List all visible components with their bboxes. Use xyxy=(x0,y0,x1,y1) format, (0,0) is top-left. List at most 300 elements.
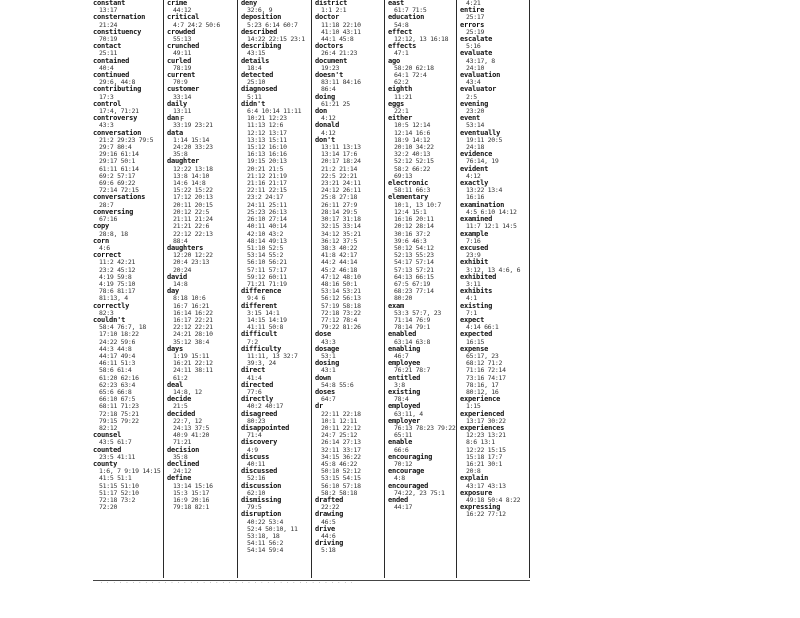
index-page-line-refs: 25:11 xyxy=(99,49,118,58)
index-headword: counted xyxy=(93,445,122,454)
index-headword: effects xyxy=(388,42,417,51)
index-page-line-refs: 44:2 44:14 xyxy=(321,258,358,267)
index-page-line-refs: 11:18 22:10 xyxy=(321,20,361,29)
index-page-line-refs: 20:11 20:15 xyxy=(173,200,213,209)
index-headword: exam xyxy=(388,301,405,310)
index-headword: explain xyxy=(460,474,489,483)
index-headword: daughter xyxy=(167,157,200,166)
index-page-line-refs: 64:1 72:4 xyxy=(394,71,427,80)
index-page-line-refs: 46:11 51:3 xyxy=(99,359,136,368)
index-page-line-refs: 35:8 xyxy=(173,452,188,461)
index-page-line-refs: 15:22 15:22 xyxy=(173,186,213,195)
index-headword: contained xyxy=(93,56,130,65)
index-headword: customer xyxy=(167,85,200,94)
index-page-line-refs: 77:12 78:4 xyxy=(321,315,358,324)
index-page-line-refs: 71:16 72:14 xyxy=(466,366,506,375)
index-headword: deal xyxy=(167,380,184,389)
index-headword: decide xyxy=(167,395,192,404)
index-page-line-refs: 13:14 17:6 xyxy=(321,150,358,159)
index-page-line-refs: 50:12 54:12 xyxy=(394,243,434,252)
index-headword: drive xyxy=(315,524,336,533)
index-page-line-refs: 36:12 37:5 xyxy=(321,236,358,245)
index-page-line-refs: 47:12 48:10 xyxy=(321,272,361,281)
index-headword: eggs xyxy=(388,99,405,108)
column-divider xyxy=(456,0,457,578)
index-page-line-refs: 17:4, 71:21 xyxy=(99,107,139,116)
index-headword: exhibit xyxy=(460,258,489,267)
index-page-line-refs: 58:20 62:18 xyxy=(394,63,434,72)
index-page-line-refs: 53:14 55:2 xyxy=(247,251,284,260)
index-page-line-refs: 24:12 26:11 xyxy=(321,186,361,195)
index-headword: drafted xyxy=(315,496,344,505)
index-page-line-refs: 29:16 61:14 xyxy=(99,150,139,159)
index-page-line-refs: 20:4 23:13 xyxy=(173,258,210,267)
index-page-line-refs: 3:15 14:1 xyxy=(247,308,280,317)
index-page-line-refs: 7:2 xyxy=(247,337,258,346)
index-page-line-refs: 21:16 21:17 xyxy=(247,179,287,188)
index-page-line-refs: 21:5 xyxy=(173,402,188,411)
index-column-2 xyxy=(167,0,239,578)
index-page-line-refs: 22:7, 12 xyxy=(173,416,202,425)
index-page-line-refs: 53:14 53:21 xyxy=(321,287,361,296)
index-page-line-refs: 53:18, 18 xyxy=(247,532,280,541)
index-page-line-refs: 13:11 xyxy=(173,107,192,116)
index-headword: dismissing xyxy=(241,496,282,505)
index-headword: eighth xyxy=(388,85,413,94)
index-page-line-refs: 68:23 77:14 xyxy=(394,287,434,296)
index-page-line-refs: 20:8 xyxy=(466,467,481,476)
index-page-line-refs: 50:10 52:12 xyxy=(321,467,361,476)
index-page-line-refs: 67:5 67:19 xyxy=(394,279,431,288)
index-page-line-refs: 40:2 40:17 xyxy=(247,402,284,411)
index-page-line-refs: 61:21 25 xyxy=(321,99,350,108)
index-page-line-refs: 30:16 37:2 xyxy=(394,229,431,238)
index-page-line-refs: 11:11, 13 32:7 xyxy=(247,351,298,360)
index-page-line-refs: 30:17 31:18 xyxy=(321,215,361,224)
index-page-line-refs: 64:7 xyxy=(321,395,336,404)
index-headword: doctors xyxy=(315,42,344,51)
index-page-line-refs: 12:20 12:22 xyxy=(173,251,213,260)
index-page-line-refs: 12:22 15:15 xyxy=(466,445,506,454)
index-headword: conversing xyxy=(93,207,134,216)
index-page-line-refs: 13:22 13:4 xyxy=(466,186,503,195)
index-page-line-refs: 71:4 xyxy=(247,431,262,440)
index-page-line-refs: 79:18 82:1 xyxy=(173,503,210,512)
index-page-line-refs: 21:12 21:19 xyxy=(247,171,287,180)
index-headword: escalate xyxy=(460,35,493,44)
index-page-line-refs: 16:17 22:21 xyxy=(173,315,213,324)
index-page-line-refs: 11:7 12:1 14:5 xyxy=(466,222,517,231)
index-page-line-refs: 7:16 xyxy=(466,236,481,245)
column-divider xyxy=(237,0,238,578)
index-page-line-refs: 23:2 24:17 xyxy=(247,193,284,202)
index-headword: examination xyxy=(460,200,505,209)
index-page xyxy=(93,0,530,584)
index-headword: describing xyxy=(241,42,282,51)
index-headword: copy xyxy=(93,222,110,231)
index-headword: corn xyxy=(93,236,110,245)
index-page-line-refs: 80:20 xyxy=(394,294,413,303)
index-page-line-refs: 72:18 73:22 xyxy=(321,308,361,317)
index-page-line-refs: 18:4 xyxy=(247,63,262,72)
index-page-line-refs: 33:14 xyxy=(173,92,192,101)
index-page-line-refs: 34:15 36:22 xyxy=(321,452,361,461)
index-headword: days xyxy=(167,344,184,353)
index-page-line-refs: 57:11 57:17 xyxy=(247,265,287,274)
index-headword: employed xyxy=(388,402,421,411)
index-page-line-refs: 5:18 xyxy=(321,546,336,555)
index-headword: expect xyxy=(460,315,485,324)
index-headword: dose xyxy=(315,330,332,339)
index-page-line-refs: 88:4 xyxy=(173,236,188,245)
index-headword: exhibits xyxy=(460,287,493,296)
index-headword: constant xyxy=(93,0,126,7)
index-page-line-refs: 44:1 45:8 xyxy=(321,35,354,44)
index-page-line-refs: 20:17 18:24 xyxy=(321,157,361,166)
index-page-line-refs: 48:16 50:1 xyxy=(321,279,358,288)
index-headword: dan xyxy=(167,114,180,123)
index-headword: contributing xyxy=(93,85,142,94)
index-page-line-refs: 82:12 xyxy=(99,423,118,432)
index-headword: existing xyxy=(388,387,421,396)
index-page-line-refs: 23:2 45:12 xyxy=(99,265,136,274)
index-page-line-refs: 22:5 22:21 xyxy=(321,171,358,180)
index-headword: decision xyxy=(167,445,200,454)
index-page-line-refs: 47:1 xyxy=(394,49,409,58)
index-page-line-refs: 71:21 71:19 xyxy=(247,279,287,288)
index-headword: critical xyxy=(167,13,200,22)
column-divider xyxy=(311,0,312,578)
index-page-line-refs: 65:17, 23 xyxy=(466,351,499,360)
index-page-line-refs: 22:12 22:13 xyxy=(173,229,213,238)
index-page-line-refs: 4:12 xyxy=(321,114,336,123)
index-page-line-refs: 80:23 xyxy=(247,416,266,425)
index-page-line-refs: 79:15 79:22 xyxy=(99,416,139,425)
index-page-line-refs: 3:11 xyxy=(466,279,481,288)
index-page-line-refs: 59:12 60:11 xyxy=(247,272,287,281)
index-page-line-refs: 76:21 78:7 xyxy=(394,366,431,375)
index-page-line-refs: 35:12 38:4 xyxy=(173,337,210,346)
index-headword: expense xyxy=(460,344,489,353)
index-page-line-refs: 14:6 14:8 xyxy=(173,179,206,188)
index-headword: exactly xyxy=(460,179,489,188)
index-page-line-refs: 22:11 22:15 xyxy=(247,186,287,195)
index-page-line-refs: 4:6 xyxy=(99,243,110,252)
index-headword: disappointed xyxy=(241,423,290,432)
index-page-line-refs: 25:10 xyxy=(247,78,266,87)
index-page-line-refs: 24:7 25:12 xyxy=(321,431,358,440)
index-headword: didn't xyxy=(241,99,266,108)
index-page-line-refs: 10:1, 13 10:7 xyxy=(394,200,441,209)
index-page-line-refs: 3:12, 13 4:6, 6 xyxy=(466,265,521,274)
index-page-line-refs: 62:2 xyxy=(394,78,409,87)
index-headword: excused xyxy=(460,243,489,252)
index-page-line-refs: 83:11 84:16 xyxy=(321,78,361,87)
index-headword: crunched xyxy=(167,42,200,51)
index-headword: down xyxy=(315,373,332,382)
index-page-line-refs: 65:6 66:8 xyxy=(99,387,132,396)
index-page-line-refs: 74:22, 23 75:1 xyxy=(394,488,445,497)
index-headword: drawing xyxy=(315,510,344,519)
index-page-line-refs: 78:19 xyxy=(173,63,192,72)
index-headword: difficulty xyxy=(241,344,282,353)
index-page-line-refs: 17:12 20:13 xyxy=(173,193,213,202)
index-page-line-refs: 20:11 22:12 xyxy=(321,423,361,432)
index-page-line-refs: 20:10 34:22 xyxy=(394,143,434,152)
index-page-line-refs: 68:12 71:2 xyxy=(466,359,503,368)
index-page-line-refs: 16:15 xyxy=(466,337,485,346)
index-headword: entire xyxy=(460,6,485,15)
index-page-line-refs: 71:14 76:9 xyxy=(394,315,431,324)
index-headword: conversation xyxy=(93,128,142,137)
index-page-line-refs: 4:19 59:8 xyxy=(99,272,132,281)
index-page-line-refs: 16:7 16:21 xyxy=(173,301,210,310)
index-headword: different xyxy=(241,301,278,310)
index-page-line-refs: 43:1 xyxy=(321,366,336,375)
index-page-line-refs: 16:21 30:1 xyxy=(466,460,503,468)
index-page-line-refs: 45:8 46:22 xyxy=(321,460,358,468)
index-page-line-refs: 16:9 20:16 xyxy=(173,496,210,505)
index-headword: doses xyxy=(315,387,336,396)
index-headword: control xyxy=(93,99,122,108)
index-headword: evidence xyxy=(460,150,493,159)
index-page-line-refs: 61:11 61:14 xyxy=(99,164,139,173)
index-page-line-refs: 48:14 49:13 xyxy=(247,236,287,245)
index-page-line-refs: 58:4 76:7, 18 xyxy=(99,323,146,332)
index-page-line-refs: 26:4 21:23 xyxy=(321,49,358,58)
index-page-line-refs: 10:1 12:11 xyxy=(321,416,358,425)
index-page-line-refs: 21:21 22:6 xyxy=(173,222,210,231)
index-headword: experiences xyxy=(460,423,505,432)
index-page-line-refs: 5:16 xyxy=(466,42,481,51)
index-page-line-refs: 4:1 xyxy=(466,294,477,303)
index-page-line-refs: 78:4 xyxy=(394,395,409,404)
index-headword: counsel xyxy=(93,431,122,440)
index-page-line-refs: 64:13 66:15 xyxy=(394,272,434,281)
index-headword: evaluate xyxy=(460,49,493,58)
index-headword: directed xyxy=(241,380,274,389)
index-headword: doing xyxy=(315,92,336,101)
index-page-line-refs: 23:9 xyxy=(466,251,481,260)
index-page-line-refs: 46:5 xyxy=(321,517,336,526)
index-headword: don xyxy=(315,107,328,116)
index-page-line-refs: 61:2 xyxy=(173,373,188,382)
index-page-line-refs: 32:6, 9 xyxy=(247,6,273,15)
index-page-line-refs: 24:12 xyxy=(173,467,192,476)
index-page-line-refs: 63:11, 4 xyxy=(394,409,423,418)
index-page-line-refs: 24:11 38:11 xyxy=(173,366,213,375)
index-headword: declined xyxy=(167,460,200,468)
index-page-line-refs: 77:6 xyxy=(247,387,262,396)
index-page-line-refs: 21:24 xyxy=(99,20,118,29)
index-page-line-refs: 56:12 56:13 xyxy=(321,294,361,303)
index-page-line-refs: 41:4 xyxy=(247,373,262,382)
index-headword: encouraging xyxy=(388,452,433,461)
index-headword: day xyxy=(167,287,180,296)
index-page-line-refs: 76:14, 19 xyxy=(466,157,499,166)
index-page-line-refs: 43:15 xyxy=(247,49,266,58)
index-page-line-refs: 1:1 2:1 xyxy=(321,6,347,15)
index-headword: eventually xyxy=(460,128,501,137)
index-page-line-refs: 79:5 xyxy=(247,503,262,512)
index-page-line-refs: 18:9 14:12 xyxy=(394,135,431,144)
index-page-line-refs: 15:18 17:7 xyxy=(466,452,503,461)
index-page-line-refs: 62:23 63:4 xyxy=(99,380,136,389)
index-page-line-refs: 79:22 81:26 xyxy=(321,323,361,332)
index-page-line-refs: 12:23 13:21 xyxy=(466,431,506,440)
index-column-4 xyxy=(315,0,387,578)
index-page-line-refs: 52:16 xyxy=(247,474,266,483)
index-page-line-refs: 23:5 41:11 xyxy=(99,452,136,461)
index-page-line-refs: 53:14 xyxy=(466,121,485,130)
index-page-line-refs: 1:14 15:14 xyxy=(173,135,210,144)
index-page-line-refs: 24:18 xyxy=(466,143,485,152)
index-page-line-refs: 53:1 xyxy=(321,351,336,360)
index-page-line-refs: 2:5 xyxy=(466,92,477,101)
index-page-line-refs: 25:23 26:13 xyxy=(247,207,287,216)
index-page-line-refs: 41:5 51:1 xyxy=(99,474,132,483)
index-page-line-refs: 12:4 15:1 xyxy=(394,207,427,216)
index-headword: enabling xyxy=(388,344,421,353)
index-headword: curled xyxy=(167,56,192,65)
index-headword: expressing xyxy=(460,503,501,512)
index-headword: deposition xyxy=(241,13,282,22)
index-page-line-refs: 6:4 10:14 11:11 xyxy=(247,107,302,116)
index-page-line-refs: 4:8 xyxy=(394,474,405,483)
index-page-line-refs: 20:12 22:5 xyxy=(173,207,210,216)
index-page-line-refs: 8:6 13:1 xyxy=(466,438,495,447)
index-column-3 xyxy=(241,0,313,578)
index-page-line-refs: 24:13 37:5 xyxy=(173,423,210,432)
index-headword: don't xyxy=(315,135,336,144)
index-page-line-refs: 22:22 xyxy=(321,503,340,512)
index-page-line-refs: 57:13 57:21 xyxy=(394,265,434,274)
index-page-line-refs: 16:14 16:22 xyxy=(173,308,213,317)
index-column-6 xyxy=(460,0,530,578)
index-page-line-refs: 42:10 43:2 xyxy=(247,229,284,238)
index-page-line-refs: 43:17, 8 xyxy=(466,56,495,65)
index-page-line-refs: 80:12, 16 xyxy=(466,387,499,396)
index-page-line-refs: 1:15 xyxy=(466,402,481,411)
index-page-line-refs: 40:9 41:20 xyxy=(173,431,210,440)
index-headword: daughters xyxy=(167,243,204,252)
index-page-line-refs: 54:17 57:14 xyxy=(394,258,434,267)
index-headword: details xyxy=(241,56,270,65)
index-page-line-refs: 16:22 77:12 xyxy=(466,510,506,519)
index-page-line-refs: 67:16 xyxy=(99,215,118,224)
index-page-line-refs: 66:10 67:5 xyxy=(99,395,136,404)
index-page-line-refs: 24:10 xyxy=(466,63,485,72)
index-column-5 xyxy=(388,0,460,578)
index-headword: electronic xyxy=(388,179,429,188)
index-page-line-refs: 45:2 46:18 xyxy=(321,265,358,274)
index-headword: doesn't xyxy=(315,71,344,80)
index-headword: dosage xyxy=(315,344,340,353)
index-headword: evident xyxy=(460,164,489,173)
index-page-line-refs: 25:19 xyxy=(466,27,485,36)
index-page-line-refs: 24:20 33:23 xyxy=(173,143,213,152)
index-headword: employer xyxy=(388,416,421,425)
index-page-line-refs: 68:11 71:23 xyxy=(99,402,139,411)
index-page-line-refs: 26:11 27:9 xyxy=(321,200,358,209)
index-page-line-refs: 13:17 xyxy=(99,6,118,15)
index-page-line-refs: 8:18 10:6 xyxy=(173,294,206,303)
index-page-line-refs: 14:15 14:19 xyxy=(247,315,287,324)
index-page-line-refs: 24:21 28:10 xyxy=(173,330,213,339)
index-page-line-refs: 13:13 15:11 xyxy=(247,135,287,144)
index-page-line-refs: 53:3 57:7, 23 xyxy=(394,308,441,317)
index-page-line-refs: 66:6 xyxy=(394,445,409,454)
index-page-line-refs: 44:6 xyxy=(321,532,336,541)
index-page-line-refs: 11:21 xyxy=(394,92,413,101)
index-headword: contact xyxy=(93,42,122,51)
index-page-line-refs: 25:17 xyxy=(466,13,485,22)
index-headword: define xyxy=(167,474,192,483)
index-headword: conversations xyxy=(93,193,146,202)
index-headword: encourage xyxy=(388,467,425,476)
column-divider xyxy=(384,0,385,578)
index-headword: data xyxy=(167,128,184,137)
index-page-line-refs: 19:11 20:5 xyxy=(466,135,503,144)
index-headword: discussion xyxy=(241,481,282,490)
index-headword: errors xyxy=(460,20,485,29)
index-page-line-refs: 41:10 43:11 xyxy=(321,27,361,36)
index-page-line-refs: 56:10 57:18 xyxy=(321,481,361,490)
index-page-line-refs: 34:12 35:21 xyxy=(321,229,361,238)
index-page-line-refs: 4:21 xyxy=(466,0,481,7)
index-page-line-refs: 78:6 81:17 xyxy=(99,287,136,296)
index-page-line-refs: 13:11 13:13 xyxy=(321,143,361,152)
index-page-line-refs: 22:11 22:18 xyxy=(321,409,361,418)
index-page-line-refs: 70:9 xyxy=(173,78,188,87)
index-page-line-refs: 17:10 18:22 xyxy=(99,330,139,339)
index-page-line-refs: 49:11 xyxy=(173,49,192,58)
index-page-line-refs: 44:12 xyxy=(173,6,192,15)
index-headword: correctly xyxy=(93,301,130,310)
index-page-line-refs: 22:1 xyxy=(394,107,409,116)
index-page-line-refs: 28:7 xyxy=(99,200,114,209)
index-headword: discuss xyxy=(241,452,270,461)
index-page-line-refs: 1:19 15:11 xyxy=(173,351,210,360)
index-page-line-refs: 7:1 xyxy=(466,308,477,317)
section-letter: F xyxy=(180,115,185,123)
index-headword: david xyxy=(167,272,188,281)
index-page-line-refs: 82:3 xyxy=(99,308,114,317)
index-page-line-refs: 16:16 20:11 xyxy=(394,215,434,224)
index-page-line-refs: 12:22 13:18 xyxy=(173,164,213,173)
index-page-line-refs: 69:2 57:17 xyxy=(99,171,136,180)
index-page-line-refs: 9:4 6 xyxy=(247,294,266,303)
index-headword: enable xyxy=(388,438,413,447)
index-page-line-refs: 21:11 21:24 xyxy=(173,215,213,224)
index-page-line-refs: 38:3 40:22 xyxy=(321,243,358,252)
index-page-line-refs: 44:17 xyxy=(394,503,413,512)
index-page-line-refs: 24:11 25:11 xyxy=(247,200,287,209)
index-headword: correct xyxy=(93,251,122,260)
index-headword: described xyxy=(241,27,278,36)
index-page-line-refs: 15:3 15:17 xyxy=(173,488,210,497)
index-page-line-refs: 13:17 30:22 xyxy=(466,416,506,425)
index-page-line-refs: 54:8 xyxy=(394,20,409,29)
index-headword: event xyxy=(460,114,481,123)
footer-text: · · · · · · · · · · · · · · · · · · · · · · · · · · · · · · · · · · · · · · · · xyxy=(100,581,354,586)
index-page-line-refs: 40:4 xyxy=(99,63,114,72)
index-page-line-refs: 51:10 52:5 xyxy=(247,243,284,252)
index-headword: disagreed xyxy=(241,409,278,418)
index-headword: dr xyxy=(315,402,324,411)
index-headword: document xyxy=(315,56,348,65)
index-page-line-refs: 52:13 55:23 xyxy=(394,251,434,260)
